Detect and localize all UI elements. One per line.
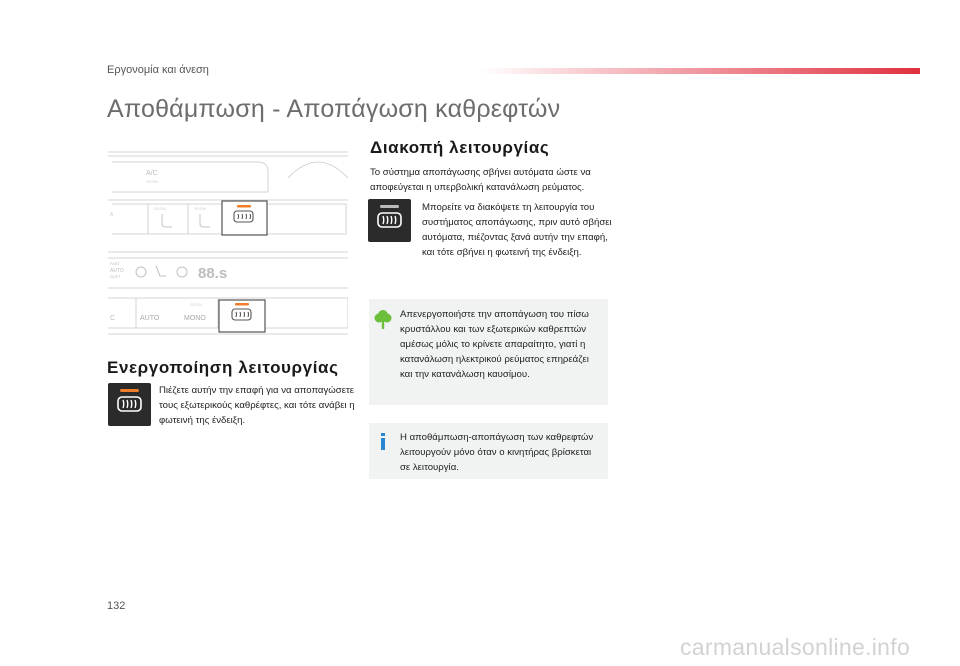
climate-panel-illustration	[108, 148, 348, 338]
led-indicator-on	[120, 389, 139, 392]
mirror-defrost-button-on	[108, 383, 151, 426]
section-heading-stop: Διακοπή λειτουργίας	[370, 138, 550, 157]
fast-label: FAST	[110, 261, 121, 266]
start-instruction-text: Πιέζετε αυτήν την επαφή για να αποπαγώσετε τους εξωτερικούς καθρέφτες, και τότε ανάβει η φωτεινή της ένδειξη.	[159, 385, 355, 426]
chapter-accent-bar	[480, 68, 920, 74]
watermark: carmanualsonline.info	[680, 634, 911, 660]
panel-edge-label: C	[110, 315, 116, 322]
mirror-defrost-button-off	[368, 199, 411, 242]
airflow-icons	[136, 266, 187, 277]
led-indicator	[237, 205, 251, 208]
mirror-defrost-icon	[377, 212, 402, 228]
panel-edge-label: A	[110, 212, 114, 218]
info-icon	[380, 433, 386, 450]
stop-instruction-text: Μπορείτε να διακόψετε τη λειτουργία του συστήματος αποπάγωσης, πριν αυτό σβήσει αυτόματα, πιέζοντας ξανά αυτήν την επαφή, και τότε σβήνει η φωτεινή της ένδειξη.	[422, 202, 612, 258]
stop-intro-text: Το σύστημα αποπάγωσης σβήνει αυτόματα ώστε να αποφεύγεται η υπερβολική κατανάλωση ρεύματος.	[370, 167, 591, 193]
eco-tree-icon	[374, 308, 392, 330]
eco-note-box	[369, 299, 608, 405]
panel-sub-label: SOON	[154, 206, 166, 211]
mono-button-label: MONO	[184, 315, 206, 322]
auto-mode-label: AUTO	[110, 268, 124, 274]
led-indicator-off	[380, 205, 399, 208]
temperature-display: 88.s	[198, 265, 228, 282]
start-instruction	[159, 383, 359, 428]
panel-sub-label: SOON	[194, 206, 206, 211]
ac-label: A/C	[146, 170, 158, 177]
info-note-box	[369, 423, 608, 479]
section-heading-start: Ενεργοποίηση λειτουργίας	[107, 358, 339, 377]
ac-sub-label: SOON	[146, 179, 158, 184]
stop-instruction	[422, 200, 622, 260]
mirror-defrost-icon	[117, 396, 142, 412]
soft-label: SOFT	[110, 274, 121, 279]
mono-sub-label: SOON	[190, 302, 202, 307]
eco-note-text: Απενεργοποιήστε την αποπάγωση του πίσω κρυστάλλου και των εξωτερικών καθρεπτών αμέσως μόλις το κρίνετε απαραίτητο, γιατί η κατανάλωση ηλεκτρικού ρεύματος επηρεάζει και την κατανάλωση καυσίμου.	[400, 309, 589, 380]
page-number: 132	[107, 600, 126, 612]
led-indicator	[235, 303, 249, 306]
seat-heat-icon	[162, 214, 210, 227]
info-note-text: Η αποθάμπωση-αποπάγωση των καθρεφτών λειτουργούν μόνο όταν ο κινητήρας βρίσκεται σε λειτουργία.	[400, 432, 594, 473]
auto-button-label: AUTO	[140, 315, 160, 322]
page-title: Αποθάμπωση - Αποπάγωση καθρεφτών	[107, 95, 561, 123]
chapter-title: Εργονομία και άνεση	[107, 64, 209, 76]
